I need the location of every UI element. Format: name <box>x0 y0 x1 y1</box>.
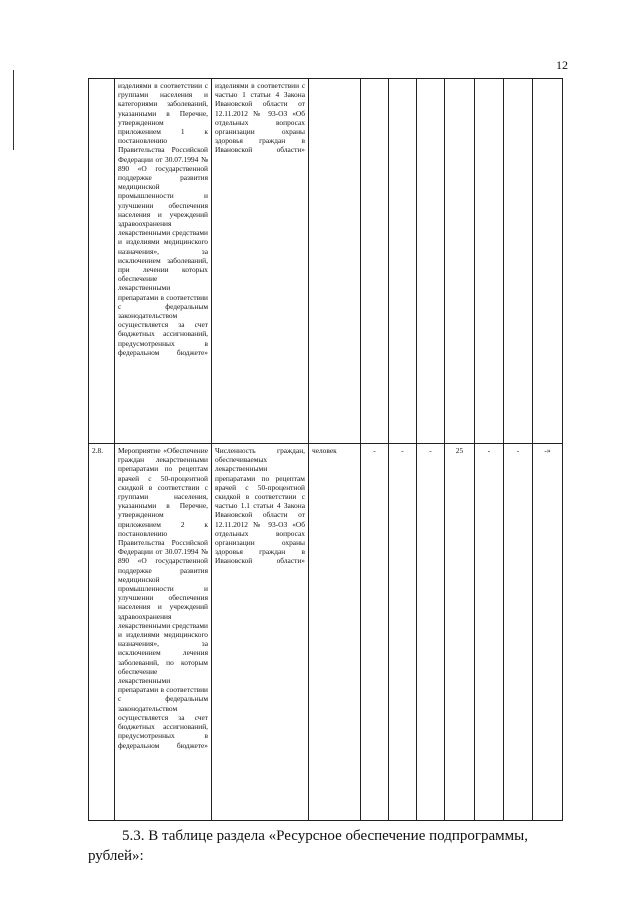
row-value <box>389 79 417 444</box>
row-indicator: Численность граждан, обеспечиваемых лекарственными препаратами по рецептам врачей с 50-процентной скидкой в соответствии с частью 1.1 статьи 4 Закона Ивановской области от 12.11.2012 № 93-ОЗ «Об отдельных вопросах организации охраны здоровья граждан в Ивановской области» <box>212 444 309 821</box>
table-row <box>89 444 563 821</box>
row-description: изделиями в соответствии с группами населения и категориями заболеваний, указанными в Перечне, утвержденном приложением 1 к постановлению Правительства Российской Федерации от 30.07.1994 № 890 «О государственной поддержке развития медицинской промышленности и улучшении обеспечения населения и учреждений здравоохранения лекарственными средствами и изделиями медицинского назначения», за исключением заболеваний, при лечении которых обеспечение лекарственными препаратами в соответствии с федеральным законодательством осуществляется за счет бюджетных ассигнований, предусмотренных в федеральном бюджете» <box>115 79 212 444</box>
row-unit <box>309 79 361 444</box>
row-value <box>504 79 533 444</box>
row-value <box>475 79 504 444</box>
row-value <box>445 79 475 444</box>
row-value: - <box>389 444 417 821</box>
row-value <box>533 79 563 444</box>
row-number: 2.8. <box>89 444 115 821</box>
row-indicator: изделиями в соответствии с частью 1 статьи 4 Закона Ивановской области от 12.11.2012 № 93-ОЗ «Об отдельных вопросах организации охраны здоровья граждан в Ивановской области» <box>212 79 309 444</box>
table-row <box>89 79 563 444</box>
row-value <box>417 79 445 444</box>
row-value: - <box>475 444 504 821</box>
paragraph-line: 5.3. В таблице раздела «Ресурсное обеспечение подпрограммы, <box>122 828 528 844</box>
row-value: - <box>504 444 533 821</box>
row-number <box>89 79 115 444</box>
indicators-table <box>88 78 563 821</box>
row-value: - <box>417 444 445 821</box>
section-paragraph <box>88 826 562 866</box>
row-value: - <box>361 444 389 821</box>
row-description: Мероприятие «Обеспечение граждан лекарственными препаратами по рецептам врачей с 50-процентной скидкой в соответствии с группами населения, указанными в Перечне, утвержденном приложением 2 к постановлению Правительства Российской Федерации от 30.07.1994 № 890 «О государственной поддержке развития медицинской промышленности и улучшении обеспечения населения и учреждений здравоохранения лекарственными средствами и изделиями медицинского назначения», за исключением лечения заболеваний, по которым обеспечение лекарственными препаратами в соответствии с федеральным законодательством осуществляется за счет бюджетных ассигнований, предусмотренных в федеральном бюджете» <box>115 444 212 821</box>
row-unit: человек <box>309 444 361 821</box>
margin-line <box>13 70 14 150</box>
paragraph-line: рублей»: <box>88 848 144 864</box>
row-value <box>361 79 389 444</box>
row-value: -» <box>533 444 563 821</box>
row-value: 25 <box>445 444 475 821</box>
page-number: 12 <box>556 58 568 72</box>
